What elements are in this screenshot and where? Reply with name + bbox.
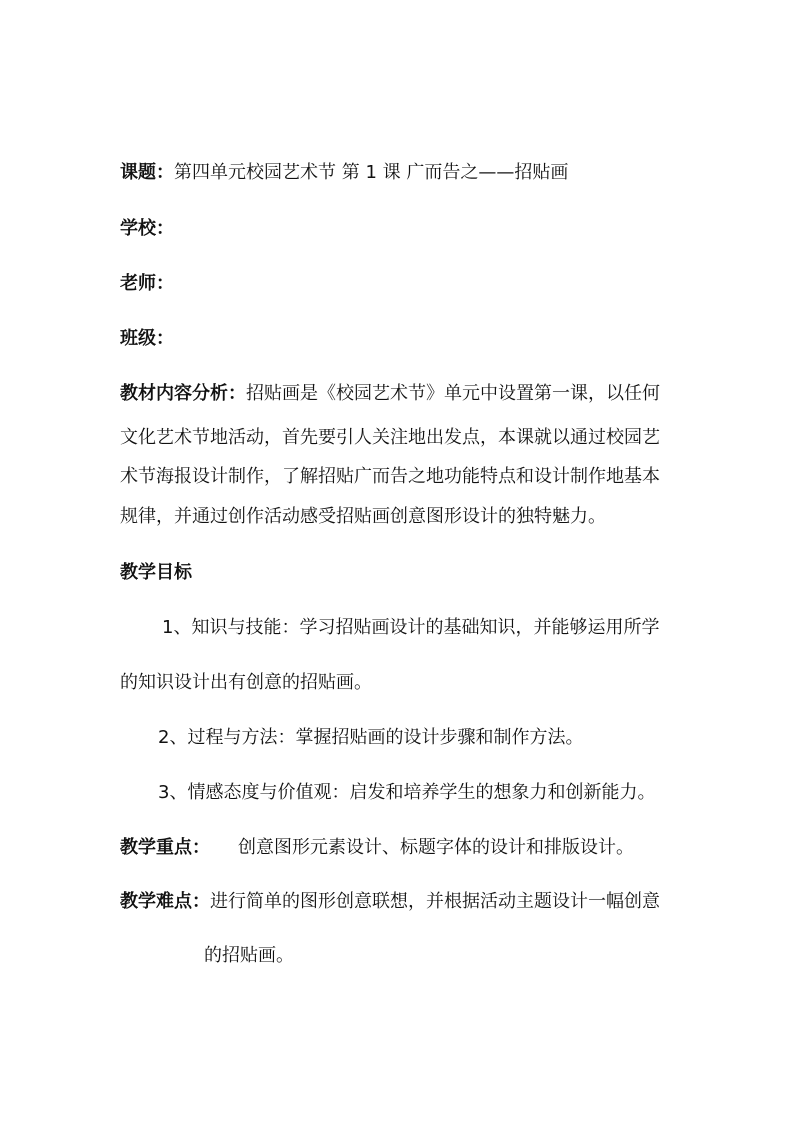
analysis-text: 规律，并通过创作活动感受招贴画创意图形设计的独特魅力。 [120,506,606,527]
class-label: 班级： [120,328,174,349]
class-line [120,327,680,351]
difficulties-line-2: 的招贴画。 [204,945,294,966]
objectives-heading: 教学目标 [120,562,192,583]
objective-item-1: 1、知识与技能：学习招贴画设计的基础知识，并能够运用所学 [162,617,660,638]
teacher-line [120,272,680,296]
objective-item-2: 2、过程与方法：掌握招贴画的设计步骤和制作方法。 [158,727,584,748]
analysis-text: 招贴画是《校园艺术节》单元中设置第一课，以任何 [246,383,660,404]
analysis-text: 文化艺术节地活动，首先要引人关注地出发点，本课就以通过校园艺 [120,427,660,448]
key-points-value: 创意图形元素设计、标题字体的设计和排版设计。 [238,837,634,858]
analysis-line-4 [120,505,680,529]
topic-label: 课题： [120,162,174,183]
difficulties-text: 进行简单的图形创意联想，并根据活动主题设计一幅创意 [210,891,660,912]
analysis-label: 教材内容分析： [120,383,246,404]
analysis-text: 术节海报设计制作，了解招贴广而告之地功能特点和设计制作地基本 [120,466,660,487]
difficulties-label: 教学难点： [120,891,210,912]
topic-line [120,161,680,185]
analysis-line-3 [120,465,680,489]
school-label: 学校： [120,218,174,239]
topic-value: 第四单元校园艺术节 第 1 课 广而告之——招贴画 [174,162,569,183]
analysis-line-1 [120,382,680,406]
objective-item-3: 3、情感态度与价值观：启发和培养学生的想象力和创新能力。 [158,782,656,803]
school-line [120,217,680,241]
analysis-line-2 [120,426,680,450]
key-points-label: 教学重点： [120,837,210,858]
teacher-label: 老师： [120,273,174,294]
key-points-line [120,836,680,860]
difficulties-line-1 [120,890,680,914]
objective-item-1-cont: 的知识设计出有创意的招贴画。 [120,672,372,693]
